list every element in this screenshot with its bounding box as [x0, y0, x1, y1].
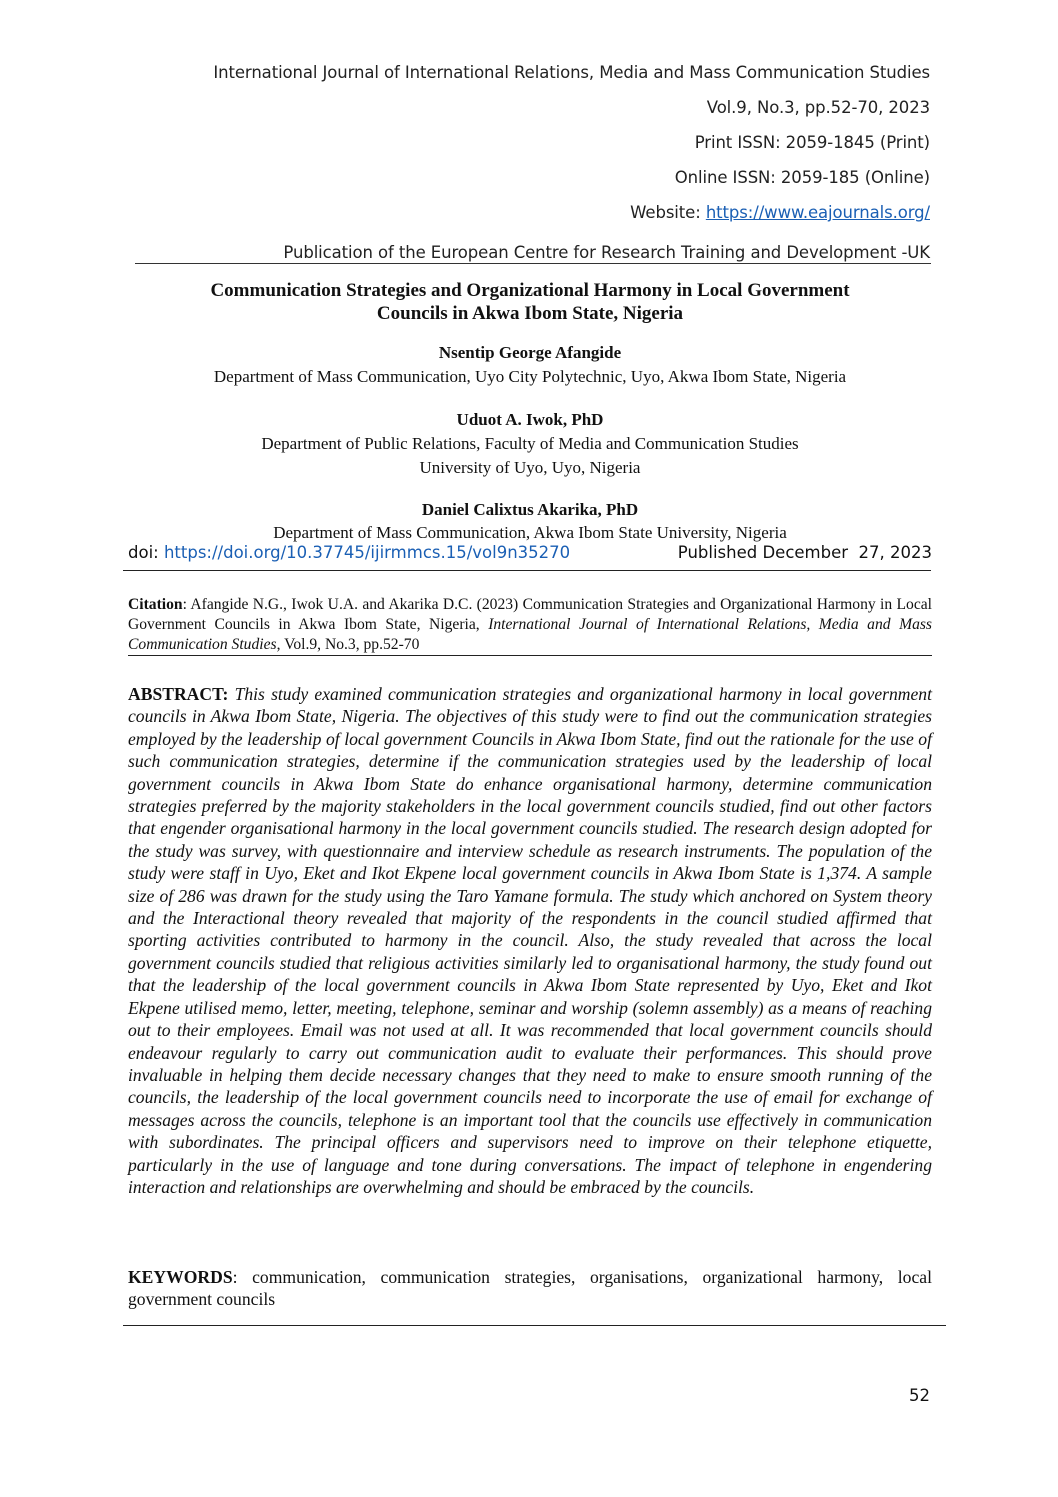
doi-link[interactable]: https://doi.org/10.37745/ijirmmcs.15/vol9n35270 [163, 543, 571, 562]
article-title [128, 279, 932, 325]
journal-name: International Journal of International Relations, Media and Mass Communication Studies [213, 63, 930, 82]
citation-text: : Afangide N.G., Iwok U.A. and Akarika D.C. (2023) Communication Strategies and Organizational Harmony in Local Government Councils in Akwa Ibom State, Nigeria, [128, 596, 932, 633]
website-line [630, 203, 930, 222]
author-2-affiliation: Department of Public Relations, Faculty of Media and Communication Studies [261, 434, 799, 453]
print-issn: Print ISSN: 2059-1845 (Print) [694, 133, 930, 152]
published-date: Published December 27, 2023 [677, 543, 932, 562]
website-label: Website: [630, 203, 706, 222]
author-3-name: Daniel Calixtus Akarika, PhD [421, 500, 639, 519]
publisher-line: Publication of the European Centre for Research Training and Development -UK [283, 243, 930, 262]
author-1-name: Nsentip George Afangide [438, 343, 622, 362]
keywords-label: KEYWORDS [128, 1267, 233, 1287]
keywords-text: : communication, communication strategies, organisations, organizational harmony, local government councils [128, 1267, 932, 1310]
author-2-name: Uduot A. Iwok, PhD [456, 410, 604, 429]
footer-divider [123, 1325, 946, 1326]
volume-info: Vol.9, No.3, pp.52-70, 2023 [706, 98, 930, 117]
header-divider [135, 263, 931, 264]
citation-journal: International Journal of International Relations, Media and Mass Communication Studies [128, 616, 932, 653]
author-2-affiliation-2: University of Uyo, Uyo, Nigeria [419, 458, 641, 477]
doi-row [128, 543, 932, 569]
title-line-1: Communication Strategies and Organizational Harmony in Local Government [210, 280, 850, 301]
page-number: 52 [909, 1386, 930, 1405]
online-issn: Online ISSN: 2059-185 (Online) [674, 168, 930, 187]
citation [128, 595, 932, 655]
doi-label: doi: [128, 543, 164, 562]
website-link[interactable]: https://www.eajournals.org/ [705, 203, 930, 222]
abstract-text: This study examined communication strategies and organizational harmony in local government councils in Akwa Ibom State, Nigeria. The objectives of this study were to find out the communication strategies employed by the leadership of local government Councils in Akwa Ibom State, find out the rationale for the use of such communication strategies, determine if the communication strategies used by the leadership of local government councils in Akwa Ibom State do enhance organisational harmony, determine communication strategies preferred by the majority stakeholders in the local government councils studied, find out other factors that engender organisational harmony in the local government councils studied. The research design adopted for the study was survey, with questionnaire and interview schedule as research instruments. The population of the study were staff in Uyo, Eket and Ikot Ekpene local government councils in Akwa Ibom State is 1,374. A sample size of 286 was drawn for the study using the Taro Yamane formula. The study which anchored on System theory and the Interactional theory revealed that majority of the respondents in the council studied affirmed that sporting activities contributed to harmony in the council. Also, the study revealed that across the local government councils studied that religious activities similarly led to organisational harmony, the study found out that the leadership of the local government councils in Akwa Ibom State represented by Uyo, Eket and Ikot Ekpene utilised memo, letter, meeting, telephone, seminar and worship (solemn assembly) as a means of reaching out to their employees. Email was not used at all. It was recommended that local government councils should endeavour regularly to carry out communication audit to evaluate their performances. This should prove invaluable in helping them decide necessary changes that they need to make to ensure smooth running of the councils, the leadership of the local government councils need to incorporate the use of email for exchange of messages across the councils, telephone is an important tool that the councils use effectively in communication with subordinates. The principal officers and supervisors need to improve on their telephone etiquette, particularly in the use of language and tone during conversations. The impact of telephone in engendering interaction and relationships are overwhelming and should be embraced by the councils. [128, 684, 932, 1197]
citation-label: Citation [128, 596, 183, 613]
abstract-label: ABSTRACT: [128, 684, 229, 704]
citation-divider [128, 655, 932, 656]
keywords [128, 1266, 932, 1311]
citation-tail: , Vol.9, No.3, pp.52-70 [276, 636, 420, 653]
doi-divider [123, 570, 931, 571]
author-3-affiliation: Department of Mass Communication, Akwa Ibom State University, Nigeria [273, 523, 787, 542]
title-line-2: Councils in Akwa Ibom State, Nigeria [376, 303, 684, 324]
abstract [128, 683, 932, 1198]
author-1-affiliation: Department of Mass Communication, Uyo City Polytechnic, Uyo, Akwa Ibom State, Nigeria [213, 367, 847, 386]
